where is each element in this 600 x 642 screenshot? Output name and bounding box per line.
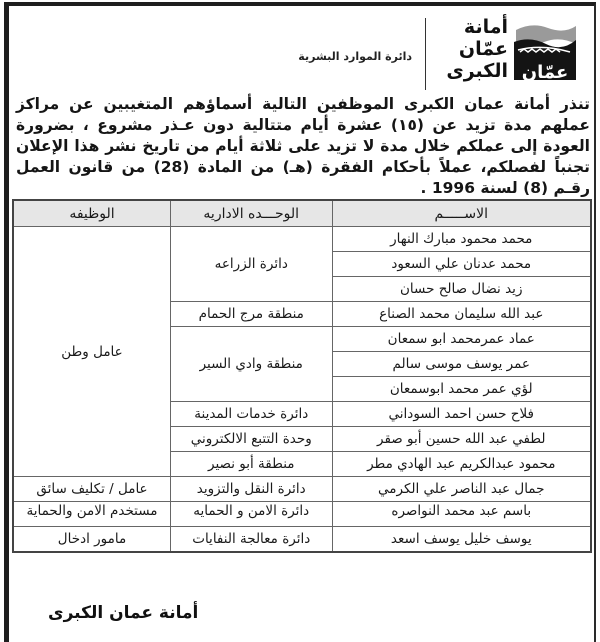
admin-unit: دائرة النقل والتزويد [171, 477, 333, 502]
employee-name: عماد عمرمحمد ابو سمعان [332, 327, 591, 352]
column-header-name: الاســـــم [332, 200, 591, 227]
job-title: عامل وطن [13, 227, 171, 477]
column-header-job: الوظيفه [13, 200, 171, 227]
employee-name: فلاح حسن احمد السوداني [332, 402, 591, 427]
absent-employees-table [12, 199, 592, 553]
notice-paragraph: تنذر أمانة عمان الكبرى الموظفين التالية أسماؤهم المتغيبين عن مراكز عملهم مدة تزيد عن (١٥) عشرة أيام متتالية دون عـذر مشروع ، بضرورة العودة إلى عملكم خلال مدة لا تزيد على ثلاثة أيام من تاريخ نشر هذا الإعلان تجنباً لفصلكم، عملاً بأحكام الفقرة (هـ) من المادة (28) من قانون العمل رقـم (8) لسنة 1996 . [16, 95, 590, 197]
employee-name: عمر يوسف موسى سالم [332, 352, 591, 377]
header [278, 14, 578, 90]
logo-line: الكبرى [446, 60, 508, 82]
job-title: مامور ادخال [13, 527, 171, 553]
footer-signature: أمانة عمان الكبرى [48, 603, 199, 623]
department-name: دائرة الموارد البشرية [298, 50, 412, 63]
amman-municipality-logo-icon [512, 22, 578, 88]
employee-name: عبد الله سليمان محمد الصناع [332, 302, 591, 327]
svg-text:عمّان: عمّان [521, 62, 569, 83]
job-title: عامل / تكليف سائق [13, 477, 171, 502]
employee-name: باسم عبد محمد النواصره [332, 502, 591, 527]
admin-unit: دائرة خدمات المدينة [171, 402, 333, 427]
employee-name: زيد نضال صالح حسان [332, 277, 591, 302]
column-header-unit: الوحـــده الاداريه [171, 200, 333, 227]
logo-line: أمانة [463, 16, 508, 38]
admin-unit: وحدة التتبع الالكتروني [171, 427, 333, 452]
admin-unit: دائرة الزراعه [171, 227, 333, 302]
employee-name: يوسف خليل يوسف اسعد [332, 527, 591, 553]
header-divider [425, 18, 426, 90]
admin-unit: دائرة معالجة النفايات [171, 527, 333, 553]
employee-name: محمود عبدالكريم عبد الهادي مطر [332, 452, 591, 477]
admin-unit: منطقة أبو نصير [171, 452, 333, 477]
table-row [13, 502, 591, 527]
table-row [13, 527, 591, 553]
logo-wordmark [446, 16, 508, 82]
admin-unit: منطقة مرج الحمام [171, 302, 333, 327]
table-header-row [13, 200, 591, 227]
employee-name: محمد عدنان علي السعود [332, 252, 591, 277]
job-title: مستخدم الامن والحماية [13, 502, 171, 527]
logo-line: عمّان [458, 38, 508, 60]
admin-unit: منطقة وادي السير [171, 327, 333, 402]
employee-name: محمد محمود مبارك النهار [332, 227, 591, 252]
table-row [13, 227, 591, 252]
employee-name: لؤي عمر محمد ابوسمعان [332, 377, 591, 402]
table-row [13, 477, 591, 502]
admin-unit: دائرة الامن و الحمايه [171, 502, 333, 527]
employee-name: جمال عبد الناصر علي الكرمي [332, 477, 591, 502]
employee-name: لطفي عبد الله حسين أبو صقر [332, 427, 591, 452]
